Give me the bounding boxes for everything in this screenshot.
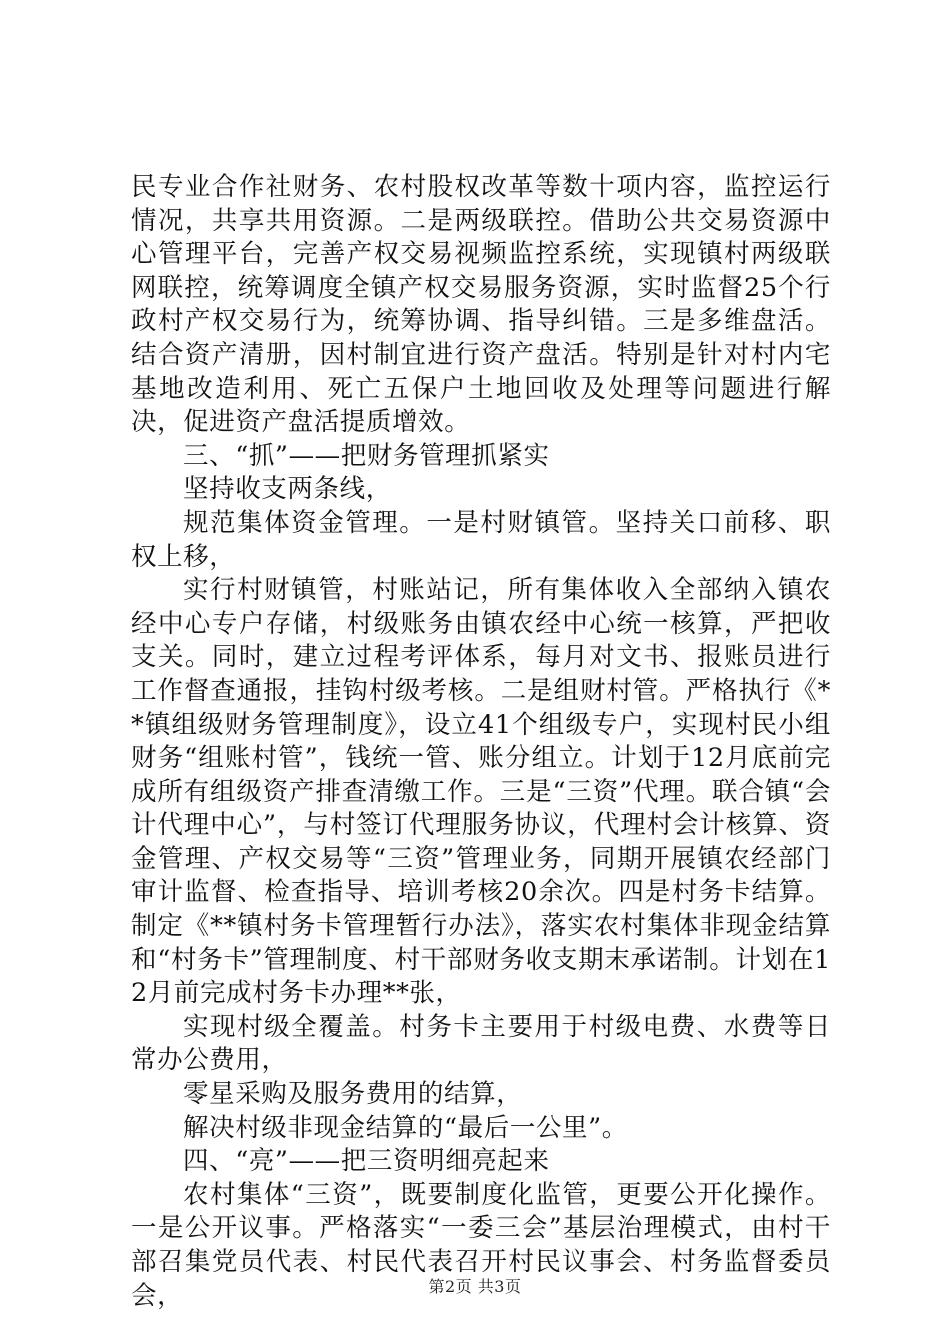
paragraph-village-finance: 实行村财镇管，村账站记，所有集体收入全部纳入镇农经中心专户存储，村级账务由镇农经中心统一核算，严把收支关。同时，建立过程考评体系，每月对文书、报账员进行工作督查通报，挂钩村级考核。二是组财村管。严格执行《**镇组级财务管理制度》，设立41个组级专户，实现村民小组财务“组账村管”，钱统一管、账分组立。计划于12月底前完成所有组级资产排查清缴工作。三是“三资”代理。联合镇“会计代理中心”，与村签订代理服务协议，代理村会计核算、资金管理、产权交易等“三资”管理业务，同期开展镇农经部门审计监督、检查指导、培训考核20余次。四是村务卡结算。制定《**镇村务卡管理暂行办法》，落实农村集体非现金结算和“村务卡”管理制度、村干部财务收支期末承诺制。计划在12月前完成村务卡办理**张，: [131, 575, 831, 1009]
paragraph-assets-revitalization: 民专业合作社财务、农村股权改革等数十项内容，监控运行情况，共享共用资源。二是两级联控。借助公共交易资源中心管理平台，完善产权交易视频监控系统，实现镇村两级联网联控，统筹调度全镇产权交易服务资源，实时监督25个行政村产权交易行为，统筹协调、指导纠错。三是多维盘活。结合资产清册，因村制宜进行资产盘活。特别是针对村内宅基地改造利用、死亡五保户土地回收及处理等问题进行解决，促进资产盘活提质增效。: [131, 172, 831, 438]
section-heading-disclosure: 四、“亮”——把三资明细亮起来: [183, 1146, 550, 1177]
paragraph-last-mile: 解决村级非现金结算的“最后一公里”。: [183, 1112, 628, 1143]
document-body: [131, 171, 831, 1313]
paragraph-purchase-settlement: 零星采购及服务费用的结算，: [183, 1079, 523, 1110]
section-heading-finance: 三、“抓”——把财务管理抓紧实: [183, 440, 550, 471]
paragraph-public-deliberation: 农村集体“三资”，既要制度化监管，更要公开化操作。一是公开议事。严格落实“一委三会”基层治理模式，由村干部召集党员代表、村民代表召开村民议事会、村务监督委员会，: [131, 1179, 831, 1311]
paragraph-fund-management: 规范集体资金管理。一是村财镇管。坚持关口前移、职权上移，: [131, 507, 831, 572]
paragraph-income-expense: 坚持收支两条线，: [183, 474, 392, 505]
page-number-footer: 第2页 共3页: [428, 1277, 522, 1296]
paragraph-village-card-coverage: 实现村级全覆盖。村务卡主要用于村级电费、水费等日常办公费用，: [131, 1011, 831, 1076]
